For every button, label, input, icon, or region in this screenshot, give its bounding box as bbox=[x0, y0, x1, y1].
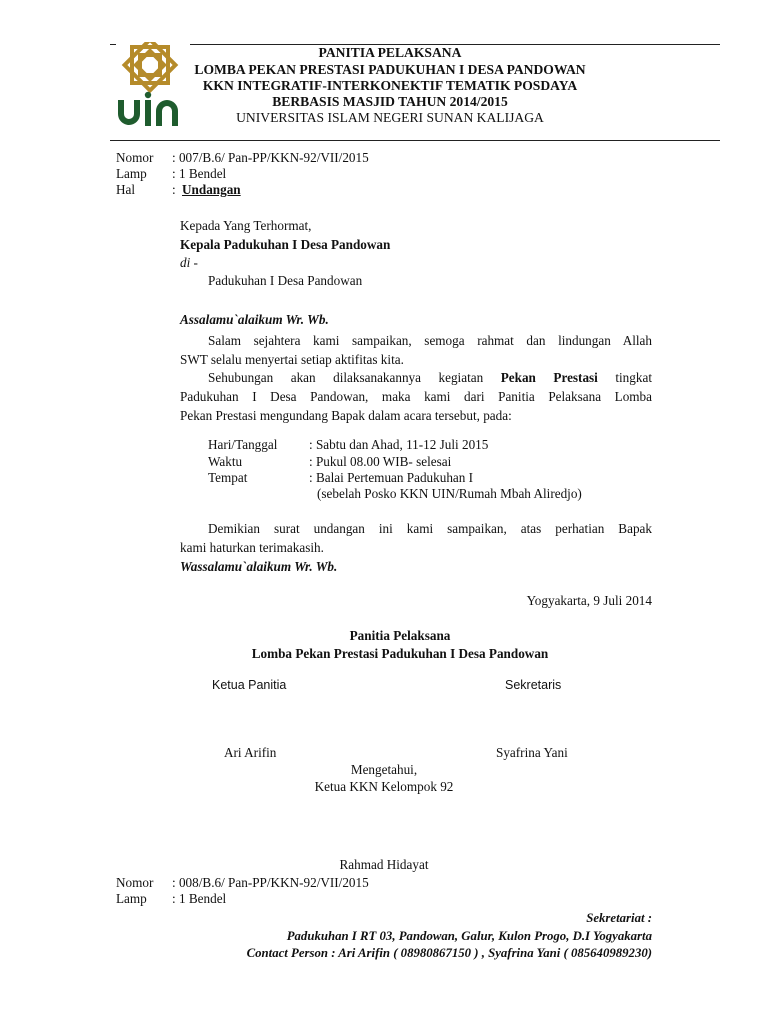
ketua-name: Ari Arifin bbox=[224, 745, 277, 760]
paragraph-2-line-1-pre: Sehubungan akan dilaksanakannya kegiatan bbox=[208, 370, 484, 385]
lamp-label: Lamp bbox=[116, 166, 147, 181]
paragraph-3-line-2: kami haturkan terimakasih. bbox=[180, 540, 324, 555]
recipient-name: Kepala Padukuhan I Desa Pandowan bbox=[180, 237, 391, 252]
kkn-label: Ketua KKN Kelompok 92 bbox=[314, 779, 454, 794]
paragraph-2-line-1-post: tingkat bbox=[615, 370, 652, 385]
hal-colon: : bbox=[172, 182, 176, 197]
ketua-label: Ketua Panitia bbox=[212, 678, 287, 692]
nomor-2-label: Nomor bbox=[116, 875, 154, 890]
sekretaris-name: Syafrina Yani bbox=[496, 745, 568, 760]
recipient-greeting: Kepada Yang Terhormat, bbox=[180, 218, 312, 233]
nomor-label: Nomor bbox=[116, 150, 154, 165]
signature-org-1: Panitia Pelaksana bbox=[349, 628, 451, 643]
detail-tempat-extra: (sebelah Posko KKN UIN/Rumah Mbah Aliredjo) bbox=[317, 486, 582, 501]
nomor-2-value: : 008/B.6/ Pan-PP/KKN-92/VII/2015 bbox=[172, 875, 369, 890]
paragraph-2-line-3: Pekan Prestasi mengundang Bapak dalam acara tersebut, pada: bbox=[180, 408, 512, 423]
recipient-di: di - bbox=[180, 255, 198, 270]
kkn-name: Rahmad Hidayat bbox=[339, 857, 429, 872]
mengetahui: Mengetahui, bbox=[350, 762, 418, 777]
detail-value-tempat: : Balai Pertemuan Padukuhan I bbox=[309, 470, 474, 485]
salam-close: Wassalamu`alaikum Wr. Wb. bbox=[180, 559, 338, 574]
paragraph-1-line-2: SWT selalu menyertai setiap aktifitas kita. bbox=[180, 352, 404, 367]
detail-label-waktu: Waktu bbox=[208, 454, 243, 469]
paragraph-1 bbox=[180, 331, 652, 369]
detail-value-waktu: : Pukul 08.00 WIB- selesai bbox=[309, 454, 452, 469]
paragraph-2-line-2: Padukuhan I Desa Pandowan, maka kami dari Panitia Pelaksana Lomba bbox=[180, 389, 652, 404]
footer-sekretariat: Sekretariat : bbox=[586, 911, 652, 925]
nomor-value: : 007/B.6/ Pan-PP/KKN-92/VII/2015 bbox=[172, 150, 369, 165]
header-bottom-rule bbox=[110, 140, 720, 141]
hal-label: Hal bbox=[116, 182, 136, 197]
paragraph-2 bbox=[180, 368, 652, 425]
paragraph-2-line-1 bbox=[180, 368, 652, 387]
sekretaris-label: Sekretaris bbox=[505, 678, 562, 692]
date-place: Yogyakarta, 9 Juli 2014 bbox=[526, 593, 652, 608]
paragraph-3-line-1: Demikian surat undangan ini kami sampaikan, atas perhatian Bapak bbox=[208, 521, 652, 536]
lamp-2-label: Lamp bbox=[116, 891, 147, 906]
lamp-value: : 1 Bendel bbox=[172, 166, 227, 181]
paragraph-3 bbox=[180, 519, 652, 557]
lamp-2-value: : 1 Bendel bbox=[172, 891, 227, 906]
header-line-2: LOMBA PEKAN PRESTASI PADUKUHAN I DESA PANDOWAN bbox=[194, 62, 586, 77]
uin-logo bbox=[112, 42, 188, 130]
paragraph-1-line-1: Salam sejahtera kami sampaikan, semoga rahmat dan lindungan Allah bbox=[208, 333, 652, 348]
header-line-5: UNIVERSITAS ISLAM NEGERI SUNAN KALIJAGA bbox=[236, 110, 544, 125]
detail-value-hari: : Sabtu dan Ahad, 11-12 Juli 2015 bbox=[309, 437, 489, 452]
recipient-place: Padukuhan I Desa Pandowan bbox=[208, 273, 363, 288]
paragraph-2-line-1-bold: Pekan Prestasi bbox=[500, 370, 598, 385]
uin-logo-emblem bbox=[112, 42, 188, 130]
footer-contact: Contact Person : Ari Arifin ( 08980867150 ) , Syafrina Yani ( 085640989230) bbox=[246, 946, 652, 960]
detail-label-hari: Hari/Tanggal bbox=[208, 437, 278, 452]
hal-value: Undangan bbox=[182, 182, 241, 197]
signature-org-2: Lomba Pekan Prestasi Padukuhan I Desa Pandowan bbox=[251, 646, 549, 661]
footer-address: Padukuhan I RT 03, Pandowan, Galur, Kulon Progo, D.I Yogyakarta bbox=[286, 929, 652, 943]
detail-label-tempat: Tempat bbox=[208, 470, 248, 485]
header-line-1: PANITIA PELAKSANA bbox=[318, 45, 462, 60]
header-line-3: KKN INTEGRATIF-INTERKONEKTIF TEMATIK POSDAYA bbox=[202, 78, 578, 93]
salam-open: Assalamu`alaikum Wr. Wb. bbox=[180, 312, 329, 327]
header-line-4: BERBASIS MASJID TAHUN 2014/2015 bbox=[272, 94, 508, 109]
